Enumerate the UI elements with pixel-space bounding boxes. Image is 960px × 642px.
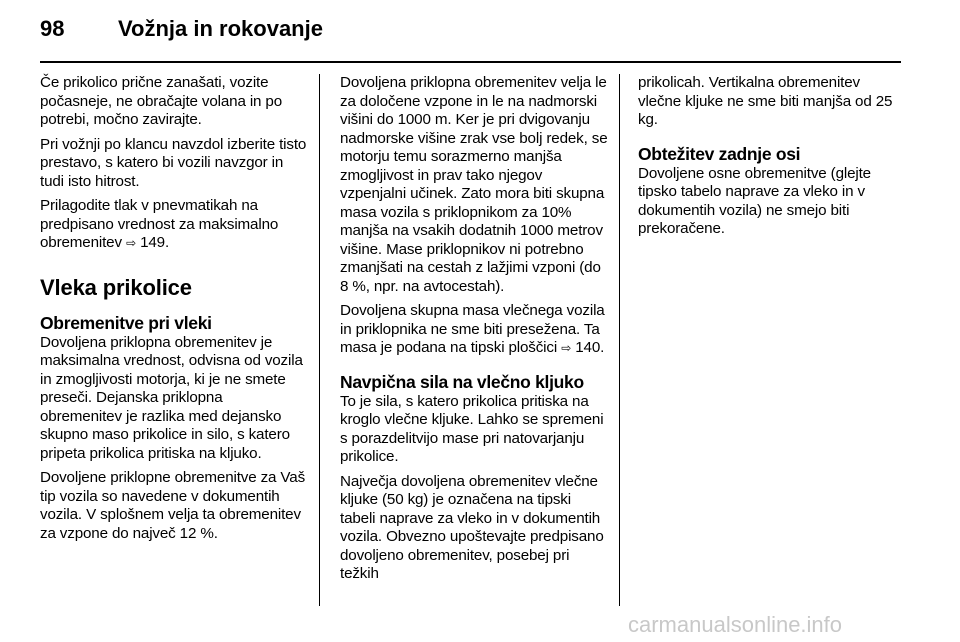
subsection-heading-trailer-loads: Obremenitve pri vleki	[40, 312, 212, 333]
column-2	[340, 74, 608, 584]
subsection-heading-vertical-load: Navpična sila na vlečno kljuko	[340, 371, 584, 392]
arrow-reference-icon: ⇨	[126, 236, 136, 250]
watermark: carmanualsonline.info	[628, 612, 843, 637]
paragraph-max-vertical-load: Največja dovoljena obremenitev vlečne kljuke (50 kg) je označena na tipski tabeli naprave za vleko in v dokumentih vozila. Obvezno upoštevajte predpisano dovoljeno obremenitev, posebej pri težkih	[340, 472, 604, 582]
section-heading-towing: Vleka prikolice	[40, 274, 192, 300]
paragraph-vertical-load: To je sila, s katero prikolica pritiska na kroglo vlečne kljuke. Lahko se spremeni s porazdelitvijo mase pri natovarjanju prikolice.	[340, 392, 604, 465]
header-divider	[40, 61, 901, 63]
paragraph-downhill: Pri vožnji po klancu navzdol izberite tisto prestavo, s katero bi vozili navzgor in tudi isto hitrost.	[40, 135, 307, 190]
page-reference-link[interactable]: 140.	[575, 339, 605, 356]
page-number: 98	[40, 16, 65, 41]
paragraph-tyre-pressure	[40, 197, 308, 253]
column-divider	[619, 74, 620, 606]
paragraph-gross-mass	[340, 302, 608, 358]
tyre-pressure-text: Prilagodite tlak v pnevmatikah na predpisano vrednost za maksimalno obremenitev	[40, 197, 279, 251]
page-title: Vožnja in rokovanje	[118, 16, 323, 41]
paragraph-swaying: Če prikolico prične zanašati, vozite počasneje, ne obračajte volana in po potrebi, močno zavirajte.	[40, 74, 282, 128]
paragraph-min-vertical-load: prikolicah. Vertikalna obremenitev vlečne kljuke ne sme biti manjša od 25 kg.	[638, 74, 893, 128]
gross-mass-text: Dovoljena skupna masa vlečnega vozila in priklopnika ne sme biti presežena. Ta masa je podana na tipski ploščici	[340, 302, 605, 356]
arrow-reference-icon: ⇨	[561, 341, 572, 355]
page-reference-link[interactable]: 149.	[140, 234, 170, 251]
column-divider	[319, 74, 320, 606]
paragraph-trailer-load: Dovoljena priklopna obremenitev je maksimalna vrednost, odvisna od vozila in zmogljivosti motorja, ki je ne smete preseči. Dejanska priklopna obremenitev je razlika med dejansko skupno maso prikolice in silo, s katero pripeta prikolica pritiska na kljuko.	[40, 333, 303, 462]
paragraph-altitude: Dovoljena priklopna obremenitev velja le za določene vzpone in le na nadmorski višini do 1000 m. Ker je pri dvigovanju nadmorske višine zrak vse bolj redek, se motorju temu sorazmerno manjša zmogljivost in prav tako njegov vzpenjalni učinek. Zato mora biti skupna masa vozila s priklopnikom za 10% manjša na vsakih dodatnih 1000 metrov višine. Mase priklopnikov ni potrebno zmanjšati na cestah z lažjimi vzponi (do 8 %, npr. na avtocestah).	[340, 74, 608, 295]
paragraph-axle-load: Dovoljene osne obremenitve (glejte tipsko tabelo naprave za vleko in v dokumentih vozila) ne smejo biti prekoračene.	[638, 164, 871, 237]
column-3	[638, 74, 906, 245]
column-1	[40, 74, 308, 549]
subsection-heading-rear-axle: Obtežitev zadnje osi	[638, 143, 801, 164]
paragraph-trailer-load-docs: Dovoljene priklopne obremenitve za Vaš tip vozila so navedene v dokumentih vozila. V splošnem velja ta obremenitev za vzpone do največ 12 %.	[40, 469, 306, 542]
